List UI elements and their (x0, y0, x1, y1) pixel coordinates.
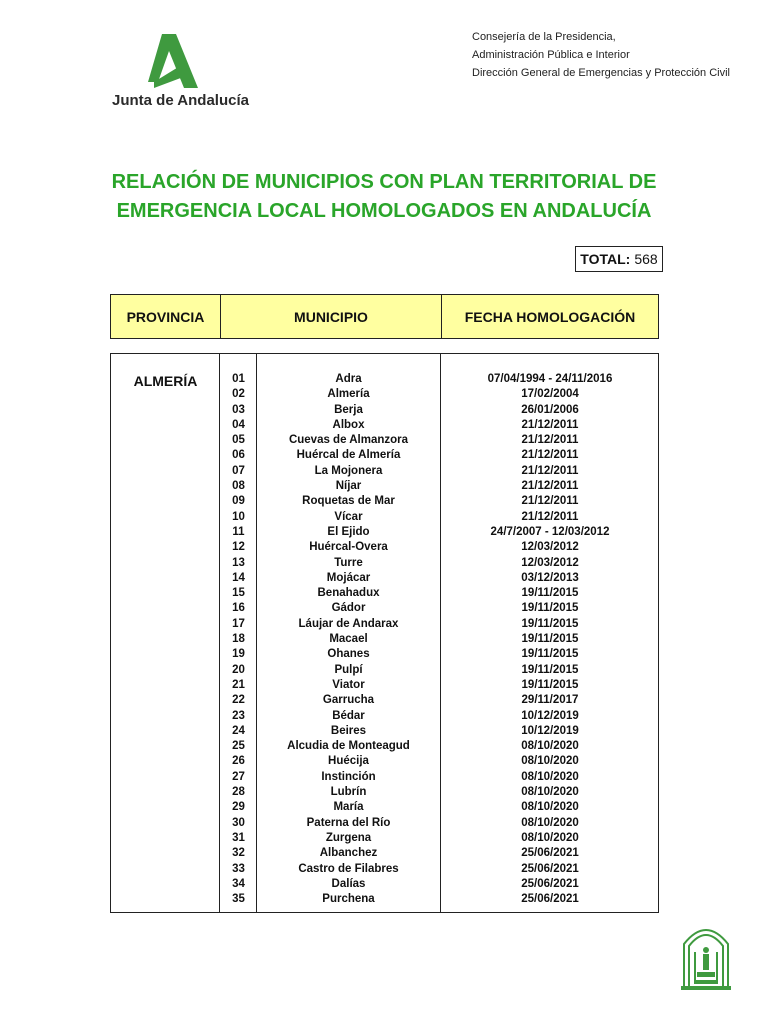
row-number: 34 (232, 877, 245, 890)
row-number: 23 (232, 709, 245, 722)
row-number: 01 (232, 373, 245, 385)
homologation-date: 08/10/2020 (521, 816, 579, 829)
municipality-name: Castro de Filabres (298, 862, 399, 875)
row-number: 21 (232, 678, 245, 691)
row-number: 08 (232, 480, 245, 493)
table-row (111, 770, 660, 785)
row-number: 05 (232, 434, 245, 447)
municipality-name: Albanchez (319, 847, 378, 860)
homologation-date: 19/11/2015 (521, 617, 579, 630)
title-line-1: RELACIÓN DE MUNICIPIOS CON PLAN TERRITORIAL DE (111, 171, 657, 193)
municipality-name: Instinción (321, 770, 376, 783)
municipality-name: Cuevas de Almanzora (288, 434, 409, 447)
homologation-date: 08/10/2020 (521, 770, 579, 783)
row-number: 26 (232, 755, 245, 768)
table-row (111, 525, 660, 540)
table-header (110, 294, 659, 339)
row-number: 25 (232, 740, 245, 753)
homologation-date: 10/12/2019 (521, 709, 579, 722)
table-row (111, 448, 660, 463)
municipality-name: Paterna del Río (306, 816, 391, 829)
logo-text: Junta de Andalucía (112, 92, 249, 109)
row-number: 35 (232, 893, 245, 906)
homologation-date: 25/06/2021 (521, 893, 579, 906)
table-row (111, 387, 660, 402)
total-box (575, 246, 663, 272)
homologation-date: 21/12/2011 (521, 464, 579, 477)
table-row (111, 678, 660, 693)
homologation-date: 12/03/2012 (521, 556, 579, 569)
table-row (111, 464, 660, 479)
municipality-name: Viator (332, 678, 365, 691)
municipality-name: La Mojonera (314, 464, 383, 477)
table-row (111, 647, 660, 662)
municipality-name: Beires (330, 724, 367, 737)
andalucia-emblem-icon (680, 922, 732, 992)
row-number: 06 (232, 449, 245, 462)
municipality-name: Zurgena (325, 831, 372, 844)
homologation-date: 08/10/2020 (521, 831, 579, 844)
row-number: 04 (232, 418, 245, 431)
municipality-name: Huércal-Overa (309, 541, 388, 554)
table-row (111, 586, 660, 601)
table-row (111, 709, 660, 724)
municipality-name: Purchena (322, 893, 375, 906)
homologation-date: 19/11/2015 (521, 602, 579, 615)
municipality-name: Láujar de Andarax (298, 617, 399, 630)
homologation-date: 19/11/2015 (521, 587, 579, 600)
title-line-2: EMERGENCIA LOCAL HOMOLOGADOS EN ANDALUCÍA (116, 200, 652, 222)
table-row (111, 831, 660, 846)
municipality-name: Lubrín (330, 786, 367, 799)
row-number: 29 (232, 801, 245, 814)
table-row (111, 403, 660, 418)
column-header-provincia: PROVINCIA (111, 295, 221, 338)
table-row (111, 540, 660, 555)
department-line: Dirección General de Emergencias y Protección Civil (472, 67, 730, 79)
municipality-name: Huécija (328, 755, 369, 768)
row-number: 32 (232, 847, 245, 860)
homologation-date: 25/06/2021 (521, 877, 579, 890)
row-number: 10 (232, 510, 245, 523)
homologation-date: 08/10/2020 (521, 740, 579, 753)
table-row (111, 571, 660, 586)
row-number: 11 (232, 525, 245, 538)
table-row (111, 632, 660, 647)
homologation-date: 08/10/2020 (521, 786, 579, 799)
junta-logo (112, 34, 272, 114)
row-number: 16 (232, 602, 245, 615)
column-header-fecha: FECHA HOMOLOGACIÓN (464, 308, 636, 325)
municipality-name: Albox (332, 418, 365, 431)
row-number: 27 (232, 770, 245, 783)
table-row (111, 862, 660, 877)
row-number: 28 (232, 786, 245, 799)
table-row (111, 479, 660, 494)
table-row (111, 816, 660, 831)
column-header-municipio: MUNICIPIO (221, 295, 442, 338)
homologation-date: 19/11/2015 (521, 678, 579, 691)
department-block (472, 28, 730, 82)
row-number: 15 (232, 587, 245, 600)
table-row (111, 510, 660, 525)
homologation-date: 08/10/2020 (521, 801, 579, 814)
homologation-date: 21/12/2011 (521, 449, 579, 462)
row-number: 20 (232, 663, 245, 676)
homologation-date: 25/06/2021 (521, 847, 579, 860)
row-number: 22 (232, 694, 245, 707)
province-name: ALMERÍA (133, 373, 198, 389)
table-row (111, 433, 660, 448)
municipality-name: Benahadux (317, 587, 380, 600)
municipality-name: Vícar (334, 510, 363, 523)
municipality-name: Dalías (331, 877, 366, 890)
homologation-date: 12/03/2012 (521, 541, 579, 554)
total-value: 568 (634, 251, 658, 267)
table-row (111, 601, 660, 616)
municipality-name: Alcudia de Monteagud (287, 740, 410, 753)
row-number: 02 (232, 388, 245, 401)
table-row (111, 724, 660, 739)
table-row (111, 663, 660, 678)
municipality-name: Pulpí (334, 663, 363, 676)
municipality-name: Adra (335, 373, 362, 385)
table-row (111, 877, 660, 892)
total-label: TOTAL: (580, 251, 631, 267)
department-line: Consejería de la Presidencia, (472, 31, 616, 43)
municipality-name: Macael (329, 633, 368, 646)
homologation-date: 25/06/2021 (521, 862, 579, 875)
homologation-date: 26/01/2006 (521, 403, 579, 416)
municipality-name: María (333, 801, 364, 814)
table-row (111, 846, 660, 861)
table-rows (111, 372, 660, 907)
homologation-date: 10/12/2019 (521, 724, 579, 737)
row-number: 30 (232, 816, 245, 829)
homologation-date: 21/12/2011 (521, 480, 579, 493)
row-number: 07 (232, 464, 245, 477)
municipality-name: Turre (334, 556, 363, 569)
table-row (111, 754, 660, 769)
junta-a-icon (140, 34, 212, 90)
row-number: 17 (232, 617, 245, 630)
row-number: 12 (232, 541, 245, 554)
row-number: 09 (232, 495, 245, 508)
homologation-date: 08/10/2020 (521, 755, 579, 768)
homologation-date: 24/7/2007 - 12/03/2012 (490, 525, 610, 538)
municipality-name: Roquetas de Mar (302, 495, 395, 508)
municipality-name: Bédar (332, 709, 365, 722)
table-row (111, 739, 660, 754)
table-row (111, 892, 660, 907)
row-number: 03 (232, 403, 245, 416)
homologation-date: 21/12/2011 (521, 434, 579, 447)
municipality-name: Gádor (331, 602, 366, 615)
homologation-date: 17/02/2004 (521, 388, 579, 401)
row-number: 24 (232, 724, 245, 737)
municipality-name: Huércal de Almería (296, 449, 401, 462)
row-number: 31 (232, 831, 245, 844)
table-row (111, 494, 660, 509)
homologation-date: 21/12/2011 (521, 495, 579, 508)
municipality-name: Garrucha (322, 694, 375, 707)
table-row (111, 693, 660, 708)
row-number: 33 (232, 862, 245, 875)
table-row (111, 800, 660, 815)
row-number: 19 (232, 648, 245, 661)
homologation-date: 19/11/2015 (521, 633, 579, 646)
municipality-name: Berja (334, 403, 363, 416)
municipality-name: El Ejido (327, 525, 370, 538)
homologation-date: 21/12/2011 (521, 510, 579, 523)
homologation-date: 19/11/2015 (521, 663, 579, 676)
municipality-name: Ohanes (327, 648, 370, 661)
municipality-name: Mojácar (326, 571, 371, 584)
municipality-name: Almería (327, 388, 370, 401)
page-title (60, 168, 708, 226)
table-row (111, 785, 660, 800)
department-line: Administración Pública e Interior (472, 49, 630, 61)
table-row (111, 617, 660, 632)
table-row (111, 418, 660, 433)
homologation-date: 03/12/2013 (521, 571, 579, 584)
homologation-date: 21/12/2011 (521, 418, 579, 431)
table-row (111, 556, 660, 571)
municipality-name: Níjar (335, 480, 362, 493)
homologation-date: 29/11/2017 (521, 694, 579, 707)
homologation-date: 07/04/1994 - 24/11/2016 (487, 373, 613, 385)
municipios-table (110, 353, 659, 913)
table-row (111, 372, 660, 387)
row-number: 13 (232, 556, 245, 569)
row-number: 14 (232, 571, 245, 584)
homologation-date: 19/11/2015 (521, 648, 579, 661)
row-number: 18 (232, 633, 245, 646)
